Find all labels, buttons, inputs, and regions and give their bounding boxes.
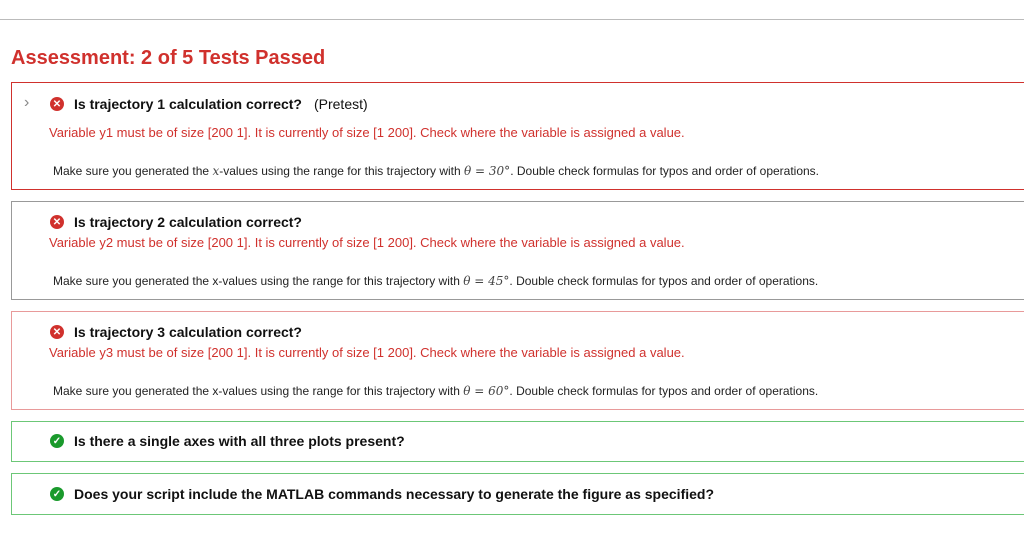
error-message: Variable y2 must be of size [200 1]. It is currently of size [1 200]. Check where the variable is assigned a value.	[49, 235, 685, 250]
pretest-tag: (Pretest)	[313, 96, 368, 112]
hint-message: Make sure you generated the x-values using the range for this trajectory with θ = 45°. Double check formulas for typos and order of operations.	[53, 274, 819, 288]
fail-icon: ✕	[50, 97, 64, 111]
test-question: Is trajectory 2 calculation correct?	[74, 214, 302, 230]
test-item-2[interactable]	[11, 201, 1024, 300]
test-item-5[interactable]	[11, 473, 1024, 515]
fail-icon: ✕	[50, 215, 64, 229]
test-question: Is trajectory 1 calculation correct?	[74, 96, 302, 112]
test-question: Does your script include the MATLAB commands necessary to generate the figure as specified?	[74, 486, 715, 502]
test-item-3[interactable]	[11, 311, 1024, 410]
error-message: Variable y3 must be of size [200 1]. It is currently of size [1 200]. Check where the variable is assigned a value.	[49, 345, 685, 360]
test-question: Is there a single axes with all three plots present?	[74, 433, 405, 449]
check-icon: ✓	[50, 434, 64, 448]
error-message: Variable y1 must be of size [200 1]. It is currently of size [1 200]. Check where the variable is assigned a value.	[49, 125, 685, 140]
hint-message: Make sure you generated the x-values using the range for this trajectory with θ = 30°. Double check formulas for typos and order of operations.	[53, 164, 820, 178]
test-item-4[interactable]	[11, 421, 1024, 462]
chevron-right-icon[interactable]: ›	[24, 94, 30, 111]
divider	[0, 19, 1024, 20]
assessment-title: Assessment: 2 of 5 Tests Passed	[11, 47, 326, 69]
test-question: Is trajectory 3 calculation correct?	[74, 324, 302, 340]
check-icon: ✓	[50, 487, 64, 501]
test-item-1[interactable]	[11, 82, 1024, 190]
fail-icon: ✕	[50, 325, 64, 339]
hint-message: Make sure you generated the x-values using the range for this trajectory with θ = 60°. Double check formulas for typos and order of operations.	[53, 384, 819, 398]
